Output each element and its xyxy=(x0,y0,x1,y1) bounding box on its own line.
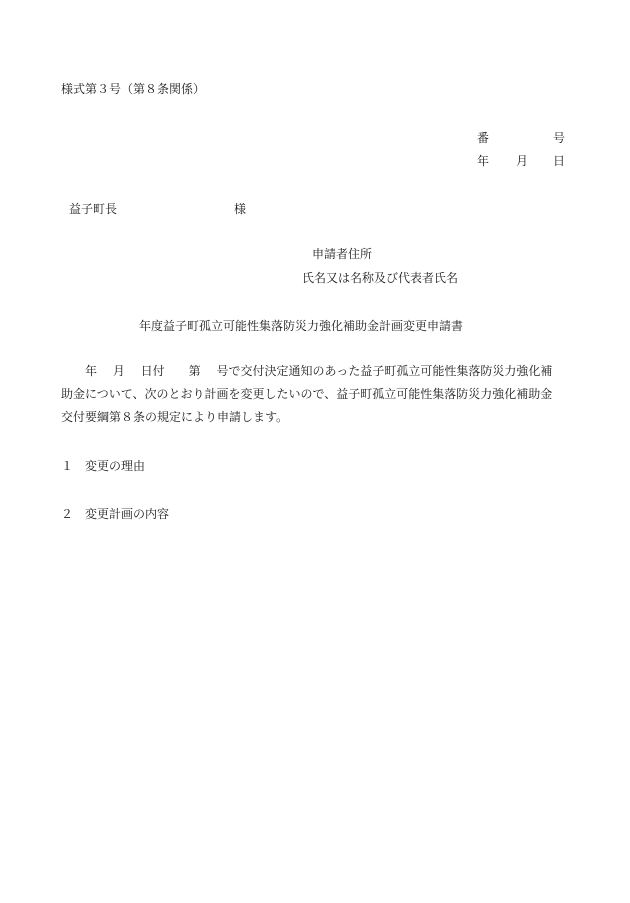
body-line-1: 年 月 日付 第 号で交付決定通知のあった益子町孤立可能性集落防災力強化補 xyxy=(61,364,553,378)
addressee-name: 益子町長 xyxy=(69,202,118,216)
date-year-label: 年 xyxy=(477,154,490,168)
body-line-3: 交付要綱第８条の規定により申請します。 xyxy=(61,410,289,424)
date-day-label: 日 xyxy=(553,154,566,168)
document-title: 年度益子町孤立可能性集落防災力強化補助金計画変更申請書 xyxy=(139,319,464,333)
addressee-honorific: 様 xyxy=(234,202,247,216)
reference-number-suffix: 号 xyxy=(553,131,566,145)
item-2 xyxy=(61,506,169,522)
date-month-label: 月 xyxy=(516,154,529,168)
item-1 xyxy=(61,458,145,474)
applicant-address-label: 申請者住所 xyxy=(312,247,373,261)
body-paragraph xyxy=(61,360,581,429)
form-number: 様式第３号（第８条関係） xyxy=(61,82,206,96)
reference-number-label: 番 xyxy=(477,131,490,145)
item-number: １ xyxy=(61,459,74,473)
applicant-name-label: 氏名又は名称及び代表者氏名 xyxy=(302,271,459,285)
body-line-2: 助金について、次のとおり計画を変更したいので、益子町孤立可能性集落防災力強化補助金 xyxy=(61,387,553,401)
item-number: ２ xyxy=(61,507,74,521)
item-label: 変更の理由 xyxy=(85,459,146,473)
item-label: 変更計画の内容 xyxy=(85,507,170,521)
